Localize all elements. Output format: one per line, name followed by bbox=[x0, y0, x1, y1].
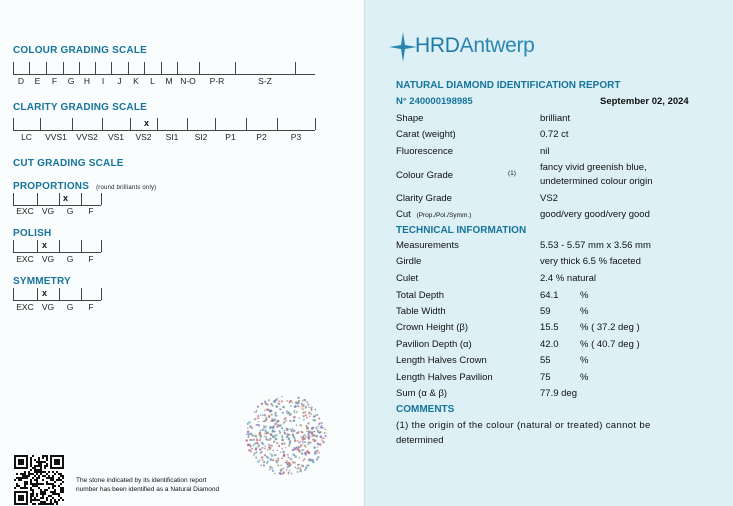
scale-label: P2 bbox=[256, 132, 267, 142]
scale-tick bbox=[13, 62, 14, 74]
scale-label: VG bbox=[41, 254, 55, 264]
scale-label: SI1 bbox=[165, 132, 179, 142]
scale-label: EXC bbox=[16, 206, 34, 216]
scale-label: EXC bbox=[16, 254, 34, 264]
scale-tick bbox=[37, 288, 38, 300]
scale-tick bbox=[111, 62, 112, 74]
measurements-label: Measurements bbox=[396, 240, 459, 251]
scale-label: E bbox=[34, 76, 41, 86]
scale-tick bbox=[235, 62, 236, 74]
scale-tick bbox=[13, 118, 14, 130]
scale-tick bbox=[81, 193, 82, 205]
scale-tick bbox=[59, 240, 60, 252]
proportions-scale bbox=[13, 193, 101, 206]
sum-value: 77.9 deg bbox=[540, 388, 577, 399]
scale-tick bbox=[63, 62, 64, 74]
sum-label: Sum (α & β) bbox=[396, 388, 448, 399]
scale-tick bbox=[29, 62, 30, 74]
colour-grade-value-1: fancy vivid greenish blue, bbox=[540, 162, 647, 173]
scale-tick bbox=[177, 62, 178, 74]
table-width-value: 59 bbox=[540, 306, 551, 317]
culet-label: Culet bbox=[396, 273, 419, 284]
carat-label: Carat (weight) bbox=[396, 129, 456, 140]
measurements-value: 5.53 - 5.57 mm x 3.56 mm bbox=[540, 240, 651, 251]
scale-tick bbox=[81, 288, 82, 300]
hrd-antwerp-logo bbox=[415, 34, 535, 58]
clarity-mark: x bbox=[144, 118, 150, 128]
total-depth-label: Total Depth bbox=[396, 290, 445, 301]
scale-tick bbox=[101, 240, 102, 252]
girdle-label: Girdle bbox=[396, 256, 422, 267]
scale-label: N-O bbox=[180, 76, 196, 86]
fluorescence-value: nil bbox=[540, 146, 550, 157]
scale-label: SI2 bbox=[194, 132, 208, 142]
scale-label: F bbox=[51, 76, 58, 86]
scale-label: S-Z bbox=[258, 76, 272, 86]
scale-tick bbox=[79, 62, 80, 74]
scale-tick bbox=[246, 118, 247, 130]
length-halves-pavilion-label: Length Halves Pavilion bbox=[396, 372, 493, 383]
crown-height-unit: % ( 37.2 deg ) bbox=[580, 322, 640, 333]
natural-diamond-footer bbox=[76, 476, 219, 494]
scale-label: VG bbox=[41, 206, 55, 216]
scale-label: F bbox=[88, 206, 94, 216]
pavilion-depth-label: Pavilion Depth (α) bbox=[396, 339, 472, 350]
technical-info-title: TECHNICAL INFORMATION bbox=[396, 225, 527, 236]
table-width-label: Table Width bbox=[396, 306, 446, 317]
proportions-mark: x bbox=[63, 193, 69, 203]
proportions-label: PROPORTIONS bbox=[13, 181, 90, 192]
diamond-plot-image bbox=[240, 392, 332, 478]
scale-label: J bbox=[117, 76, 122, 86]
scale-label: L bbox=[150, 76, 155, 86]
length-halves-crown-value: 55 bbox=[540, 355, 551, 366]
scale-label: I bbox=[101, 76, 105, 86]
scale-tick bbox=[72, 118, 73, 130]
polish-scale bbox=[13, 240, 101, 253]
scale-tick bbox=[46, 62, 47, 74]
scale-tick bbox=[13, 288, 14, 300]
scale-label: VVS1 bbox=[45, 132, 67, 142]
comment-line-2: determined bbox=[396, 435, 444, 446]
scale-tick bbox=[59, 193, 60, 205]
page-fold bbox=[364, 0, 367, 506]
scale-tick bbox=[157, 118, 158, 130]
symmetry-title: SYMMETRY bbox=[13, 276, 71, 287]
symmetry-scale bbox=[13, 288, 101, 301]
scale-label: G bbox=[66, 206, 74, 216]
scale-label: F bbox=[88, 302, 94, 312]
scale-label: EXC bbox=[16, 302, 34, 312]
crown-height-label: Crown Height (β) bbox=[396, 322, 468, 333]
scale-label: G bbox=[67, 76, 75, 86]
scale-tick bbox=[40, 118, 41, 130]
shape-value: brilliant bbox=[540, 113, 571, 124]
clarity-scale bbox=[13, 118, 315, 131]
scale-tick bbox=[81, 240, 82, 252]
scale-tick bbox=[37, 240, 38, 252]
scale-label: P-R bbox=[209, 76, 225, 86]
scale-tick bbox=[295, 62, 296, 74]
scale-tick bbox=[37, 193, 38, 205]
scale-label: VVS2 bbox=[76, 132, 98, 142]
scale-tick bbox=[95, 62, 96, 74]
colour-grade-value-2: undetermined colour origin bbox=[540, 176, 653, 187]
crown-height-value: 15.5 bbox=[540, 322, 559, 333]
cut-label-text: Cut bbox=[396, 209, 411, 220]
scale-tick bbox=[130, 118, 131, 130]
report-number: N° 240000198985 bbox=[396, 96, 473, 107]
length-halves-crown-unit: % bbox=[580, 355, 589, 366]
scale-label: K bbox=[133, 76, 139, 86]
cut-scale-title: CUT GRADING SCALE bbox=[13, 158, 124, 169]
scale-tick bbox=[102, 118, 103, 130]
report-title: NATURAL DIAMOND IDENTIFICATION REPORT bbox=[396, 80, 621, 91]
scale-label: LC bbox=[21, 132, 32, 142]
pavilion-depth-value: 42.0 bbox=[540, 339, 559, 350]
cut-value: good/very good/very good bbox=[540, 209, 650, 220]
culet-value: 2.4 % natural bbox=[540, 273, 596, 284]
scale-tick bbox=[315, 118, 316, 130]
scale-tick bbox=[187, 118, 188, 130]
footer-line-2: number has been identified as a Natural Diamond bbox=[76, 486, 220, 493]
length-halves-pavilion-unit: % bbox=[580, 372, 589, 383]
proportions-title bbox=[13, 181, 156, 192]
colour-scale-title: COLOUR GRADING SCALE bbox=[13, 45, 147, 56]
scale-tick bbox=[13, 193, 14, 205]
clarity-scale-title: CLARITY GRADING SCALE bbox=[13, 102, 148, 113]
scale-label: VS2 bbox=[135, 132, 152, 142]
length-halves-pavilion-value: 75 bbox=[540, 372, 551, 383]
scale-label: F bbox=[88, 254, 94, 264]
polish-mark: x bbox=[42, 240, 48, 250]
cut-label bbox=[396, 209, 471, 220]
scale-label: VS1 bbox=[107, 132, 125, 142]
pavilion-depth-unit: % ( 40.7 deg ) bbox=[580, 339, 640, 350]
footer-line-1: The stone indicated by its identification report bbox=[76, 477, 207, 484]
table-width-unit: % bbox=[580, 306, 589, 317]
clarity-grade-label: Clarity Grade bbox=[396, 193, 452, 204]
comments-title: COMMENTS bbox=[396, 404, 455, 415]
scale-label: D bbox=[17, 76, 25, 86]
colour-grade-label: Colour Grade bbox=[396, 170, 454, 181]
shape-label: Shape bbox=[396, 113, 424, 124]
total-depth-unit: % bbox=[580, 290, 589, 301]
qr-code-icon bbox=[14, 455, 64, 505]
symmetry-mark: x bbox=[42, 288, 48, 298]
scale-tick bbox=[13, 240, 14, 252]
scale-label: P1 bbox=[225, 132, 236, 142]
total-depth-value: 64.1 bbox=[540, 290, 559, 301]
carat-value: 0.72 ct bbox=[540, 129, 569, 140]
girdle-value: very thick 6.5 % faceted bbox=[540, 256, 641, 267]
scale-label: M bbox=[165, 76, 173, 86]
proportions-note: (round brilliants only) bbox=[96, 185, 157, 191]
report-date: September 02, 2024 bbox=[600, 96, 689, 107]
scale-tick bbox=[101, 193, 102, 205]
scale-tick bbox=[144, 62, 145, 74]
scale-label: H bbox=[83, 76, 91, 86]
polish-title: POLISH bbox=[13, 228, 52, 239]
colour-grade-ref: (1) bbox=[508, 170, 516, 177]
comment-line-1: (1) the origin of the colour (natural or treated) cannot be bbox=[396, 420, 651, 431]
scale-tick bbox=[59, 288, 60, 300]
scale-tick bbox=[199, 62, 200, 74]
scale-tick bbox=[277, 118, 278, 130]
scale-label: P3 bbox=[290, 132, 302, 142]
colour-scale bbox=[13, 62, 315, 75]
logo-hrd: HRD bbox=[415, 34, 460, 57]
fluorescence-label: Fluorescence bbox=[396, 146, 454, 157]
scale-tick bbox=[128, 62, 129, 74]
scale-label: G bbox=[66, 254, 74, 264]
scale-label: G bbox=[66, 302, 74, 312]
scale-tick bbox=[161, 62, 162, 74]
scale-label: VG bbox=[41, 302, 55, 312]
scale-tick bbox=[101, 288, 102, 300]
cut-label-small: (Prop./Pol./Symm.) bbox=[416, 212, 472, 219]
logo-antwerp: Antwerp bbox=[459, 34, 535, 57]
clarity-grade-value: VS2 bbox=[540, 193, 558, 204]
scale-tick bbox=[215, 118, 216, 130]
length-halves-crown-label: Length Halves Crown bbox=[396, 355, 487, 366]
hrd-star-logo-icon bbox=[388, 30, 418, 64]
